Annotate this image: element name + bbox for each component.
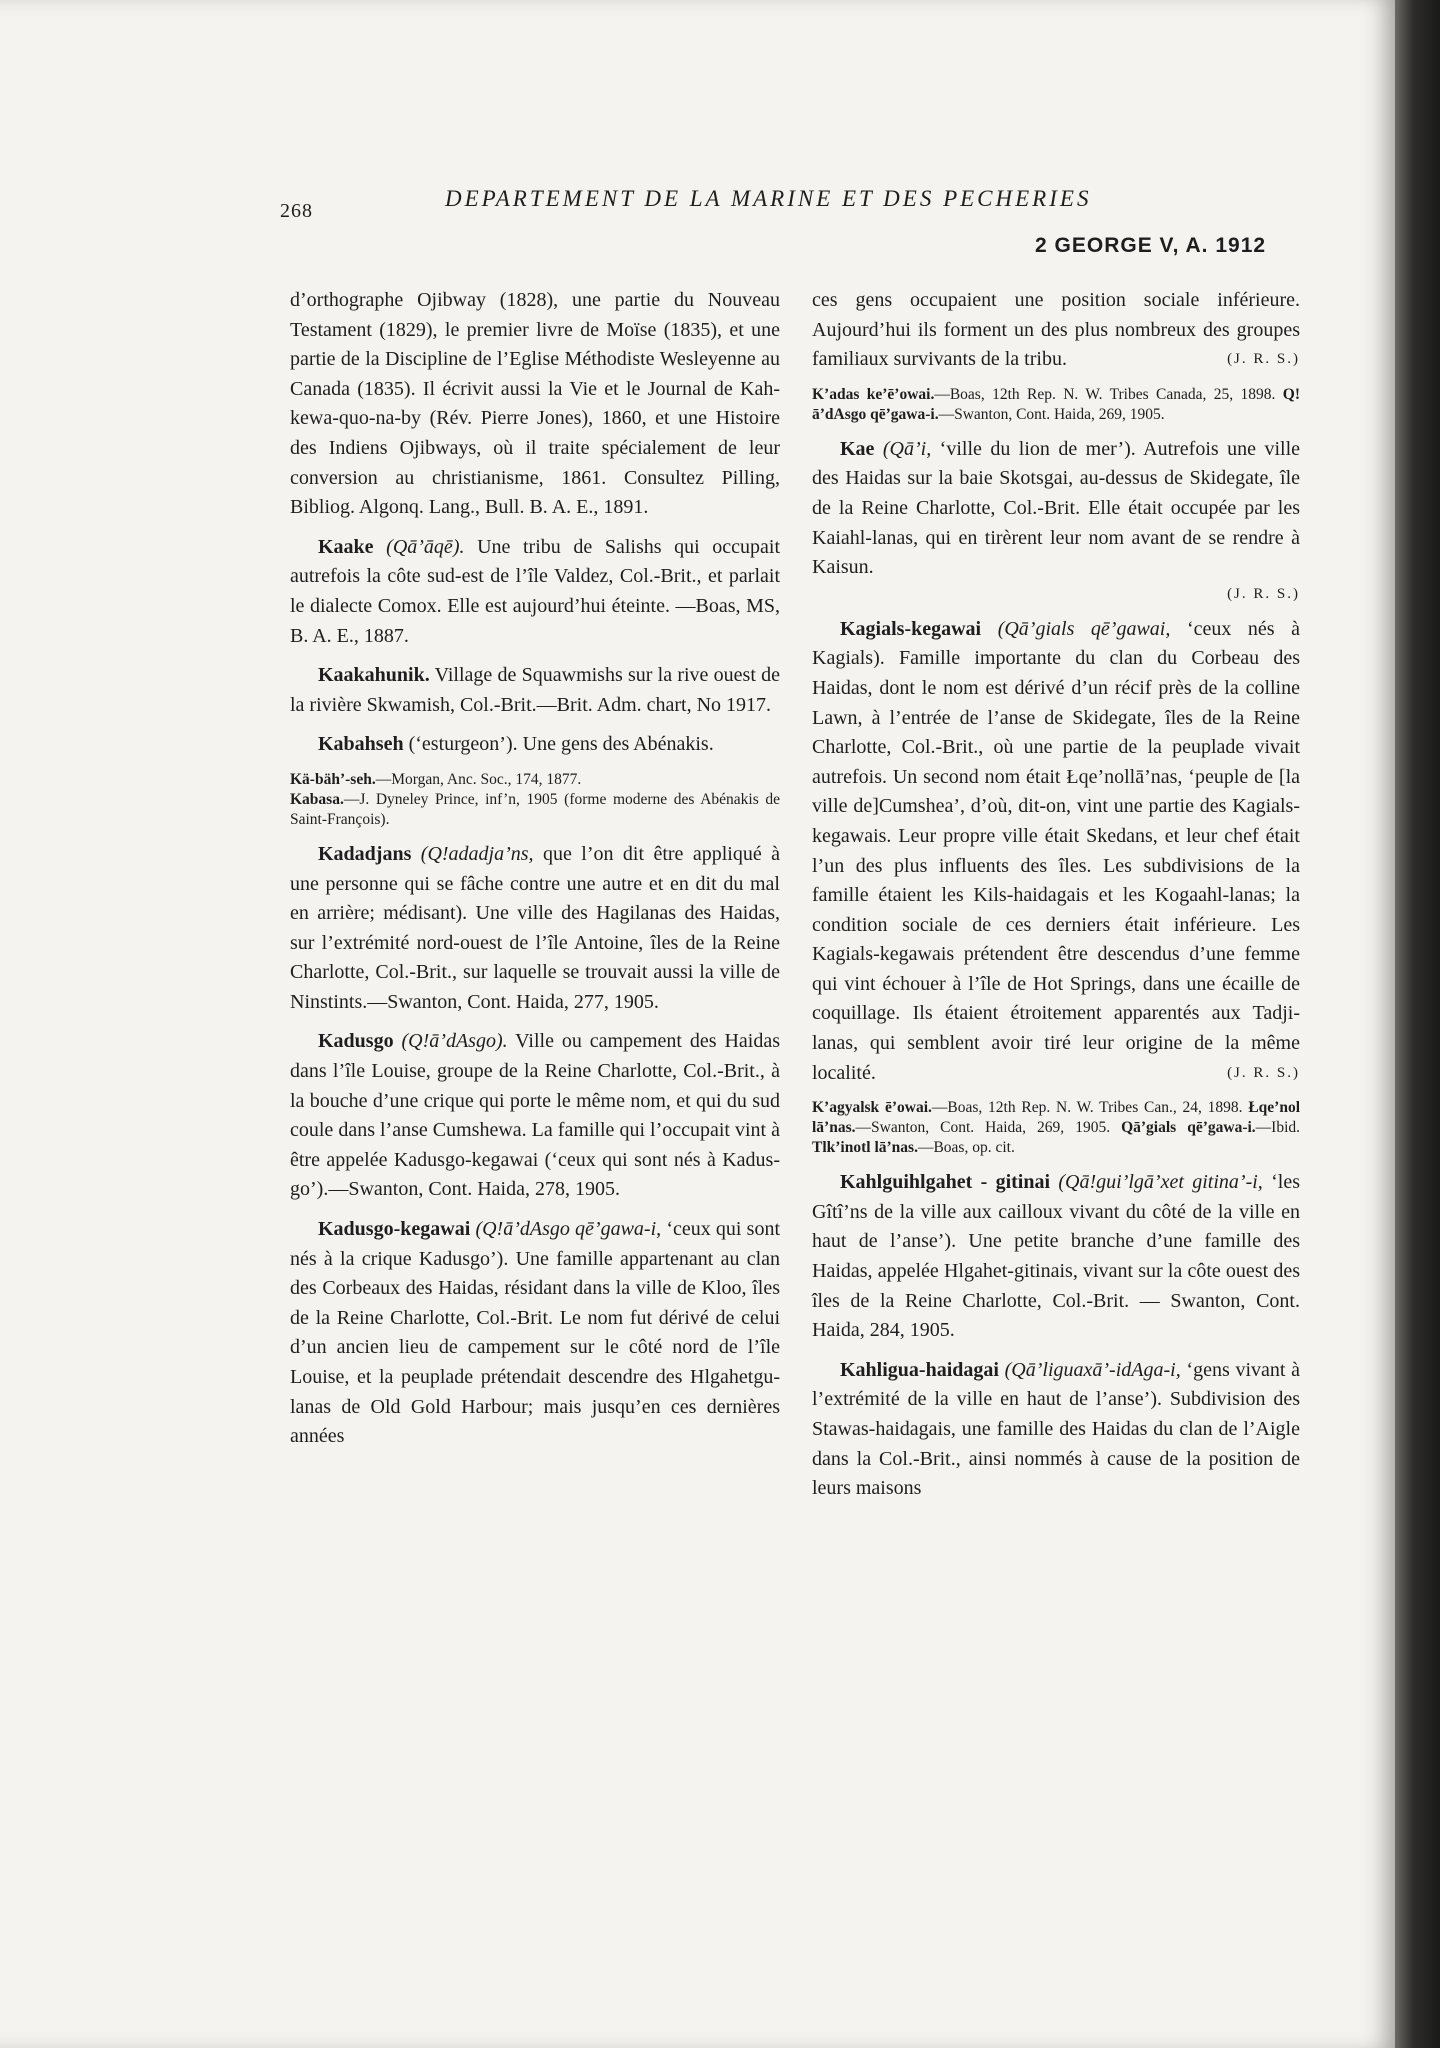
synonymy-kabahseh xyxy=(290,770,780,830)
author-credit: (J. R. S.) xyxy=(1227,585,1300,602)
synonym-source: —Ibid. xyxy=(1255,1119,1301,1137)
entry-kagials-kegawai xyxy=(812,615,1300,1089)
native-name: (Qā’liguaxā’-idAga-i, xyxy=(1004,1358,1181,1381)
entry-kaake xyxy=(290,533,780,651)
entry-text: Une tribu de Salishs qui occupait autrefois la côte sud-est de l’île Valdez, Col.-Brit., et parlait le dialecte Comox. Elle est aujourd’hui éteinte. —Boas, MS, B. A. E., 1887. xyxy=(290,535,781,647)
entry-text: (‘esturgeon’). Une gens des Abénakis. xyxy=(403,733,714,756)
entry-kadusgo xyxy=(290,1027,780,1205)
entry-text: ‘gens vivant à l’extrémité de la ville en haut de l’anse’). Subdivision des Stawas-haidagais, une famille des Haidas du clan de l’Aigle dans la Col.-Brit., ainsi nommés à cause de la position de leurs maisons xyxy=(812,1358,1301,1500)
entry-text: ‘les Gîtî’ns de la ville aux cailloux vivant du côté de la ville en haut de l’anse’). Une petite branche d’une famille des Haidas, appelée Hlgahet-gitinais, vivant sur la côte ouest des îles de la Reine Charlotte, Col.-Brit. — Swanton, Cont. Haida, 284, 1905. xyxy=(812,1171,1300,1342)
headword: Kabahseh xyxy=(318,733,404,756)
book-spine-shadow xyxy=(1395,0,1440,2048)
native-name: (Qā’i, xyxy=(882,437,932,460)
entry-kahlguihlgahet-gitinai xyxy=(812,1168,1300,1346)
entry-kae xyxy=(812,435,1300,605)
synonym: Qā’gials qē’gawa-i. xyxy=(1121,1119,1256,1137)
page-number: 268 xyxy=(280,200,313,222)
synonym: Q!ā’dAsgo qē’gawa-i. xyxy=(812,385,1300,423)
headword: Kahlguihlgahet - gitinai xyxy=(840,1171,1051,1194)
synonym: K’adas ke’ē’owai. xyxy=(812,385,935,403)
synonym: Kabasa. xyxy=(290,790,344,808)
synonym: Łqe’nol lā’nas. xyxy=(812,1099,1301,1137)
synonym-source: —Swanton, Cont. Haida, 269, 1905. xyxy=(855,1119,1111,1137)
continuation-paragraph xyxy=(812,286,1300,375)
entry-kaakahunik xyxy=(290,661,780,720)
author-credit: (J. R. S.) xyxy=(1227,1064,1300,1081)
running-title: DEPARTEMENT DE LA MARINE ET DES PECHERIES xyxy=(445,186,1092,211)
continuation-text: ces gens occupaient une position sociale inférieure. Aujourd’hui ils forment un des plus nombreux des groupes familiaux survivants de la tribu. xyxy=(812,289,1300,371)
author-credit: (J. R. S.) xyxy=(1227,351,1300,368)
entry-kahligua-haidagai xyxy=(812,1356,1300,1504)
entry-text: Village de Squawmishs sur la rive ouest de la rivière Skwamish, Col.-Brit.—Brit. Adm. chart, No 1917. xyxy=(290,664,780,716)
synonym-source: —Swanton, Cont. Haida, 269, 1905. xyxy=(938,405,1165,423)
native-name: (Qā’āqē). xyxy=(386,535,465,558)
left-column xyxy=(290,286,780,1462)
headword: Kadusgo-kegawai xyxy=(318,1218,471,1241)
session-reference: 2 GEORGE V, A. 1912 xyxy=(1035,234,1267,257)
intro-paragraph: d’orthographe Ojibway (1828), une partie du Nouveau Testament (1829), le premier livre de Moïse (1835), et une partie de la Discipline de l’Eglise Méthodiste Wesleyenne au Canada (1835). Il écrivit aussi la Vie et le Journal de Kah-kewa-quo-na-by (Rév. Pierre Jones), 1860, et une Histoire des Indiens Ojibways, où il traite spécialement de leur conversion au christianisme, 1861. Consultez Pilling, Bibliog. Algonq. Lang., Bull. B. A. E., 1891. xyxy=(290,289,780,519)
native-name: (Q!ā’dAsgo). xyxy=(401,1030,508,1053)
synonym-source: —Boas, op. cit. xyxy=(917,1139,1015,1157)
native-name: (Qā!gui’lgā’xet gitina’-i, xyxy=(1058,1171,1263,1194)
entry-text: que l’on dit être appliqué à une personne qui se fâche contre une autre et en dit du mal en arrière; médisant). Une ville des Hagilanas des Haidas, sur l’extrémité nord-ouest de l’île Antoine, îles de la Reine Charlotte, Col.-Brit., sur laquelle se trouvait aussi la ville de Ninstints.—Swanton, Cont. Haida, 277, 1905. xyxy=(290,842,781,1013)
native-name: (Q!ā’dAsgo qē’gawa-i, xyxy=(475,1218,662,1241)
entry-kabahseh xyxy=(290,730,780,760)
right-column xyxy=(812,286,1300,1514)
synonym: Tlk’inotl lā’nas. xyxy=(812,1139,918,1157)
entry-text: ‘ceux nés à Kagials). Famille importante du clan du Corbeau des Haidas, dont le nom est dérivé d’un récif près de la colline Lawn, à l’entrée de l’anse de Skidegate, îles de la Reine Charlotte, Col.-Brit., où une partie de la peuplade vivait autrefois. Un second nom était Łqe’nollā’nas, ‘peuple de [la ville de]Cumshea’, d’où, dit-on, vint une partie des Kagials-kegawais. Leur propre ville était Skedans, et leur chef était l’un des plus influents des îles. Les subdivisions de la famille étaient les Kils-haidagais et les Kogaahl-lanas; la condition sociale de ces derniers était inférieure. Les Kagials-kegawais prétendent être descendus d’une femme qui vint échouer à l’île de Hot Springs, dans une écaille de coquillage. Ils étaient étroitement apparentés aux Tadji-lanas, qui semblent avoir tiré leur origine de la même localité. xyxy=(812,617,1301,1084)
entry-kadusgo-kegawai xyxy=(290,1215,780,1452)
synonymy-kagials-kegawai xyxy=(812,1098,1300,1158)
synonym-source: —J. Dyneley Prince, inf’n, 1905 (forme moderne des Abénakis de Saint-François). xyxy=(290,790,780,828)
headword: Kaake xyxy=(318,535,374,558)
headword: Kaakahunik. xyxy=(318,664,430,687)
native-name: (Q!adadja’ns, xyxy=(420,842,534,865)
synonym-source: —Morgan, Anc. Soc., 174, 1877. xyxy=(375,770,582,788)
synonym-source: —Boas, 12th Rep. N. W. Tribes Can., 24, 1898. xyxy=(931,1099,1243,1117)
headword: Kae xyxy=(840,437,875,460)
synonym: Kä-bäh’-seh. xyxy=(290,770,376,788)
entry-kadadjans xyxy=(290,840,780,1018)
synonym-source: —Boas, 12th Rep. N. W. Tribes Canada, 25, 1898. xyxy=(934,385,1276,403)
entry-text: ‘ville du lion de mer’). Autrefois une ville des Haidas sur la baie Skotsgai, au-dessus de Skidegate, île de la Reine Charlotte, Col.-Brit. Elle était occupée par les Kaiahl-lanas, qui en tirèrent leur nom avant de se rendre à Kaisun. xyxy=(812,437,1300,579)
entry-text: ‘ceux qui sont nés à la crique Kadusgo’). Une famille appartenant au clan des Corbeaux des Haidas, résidant dans la ville de Kloo, îles de la Reine Charlotte, Col.-Brit. Le nom fut dérivé de celui d’un ancien lieu de campement sur le côté nord de l’île Louise, et la peuplade prétendait descendre des Hlgahetgu-lanas de Old Gold Harbour; mais jusqu’en ces dernières années xyxy=(290,1218,780,1448)
headword: Kagials-kegawai xyxy=(840,617,982,640)
headword: Kahligua-haidagai xyxy=(840,1358,999,1381)
synonymy-kadusgo-kegawai xyxy=(812,385,1300,425)
headword: Kadadjans xyxy=(318,842,412,865)
native-name: (Qā’gials qē’gawai, xyxy=(997,617,1171,640)
headword: Kadusgo xyxy=(318,1030,394,1053)
entry-text: Ville ou campement des Haidas dans l’île Louise, groupe de la Reine Charlotte, Col.-Brit., à la bouche d’une crique qui porte le même nom, et qui du sud coule dans l’anse Cumshewa. La famille qui l’occupait vint à être appelée Kadusgo-kegawai (‘ceux qui sont nés à Kadus-go’).—Swanton, Cont. Haida, 278, 1905. xyxy=(290,1030,780,1201)
synonym: K’agyalsk ē’owai. xyxy=(812,1099,932,1117)
